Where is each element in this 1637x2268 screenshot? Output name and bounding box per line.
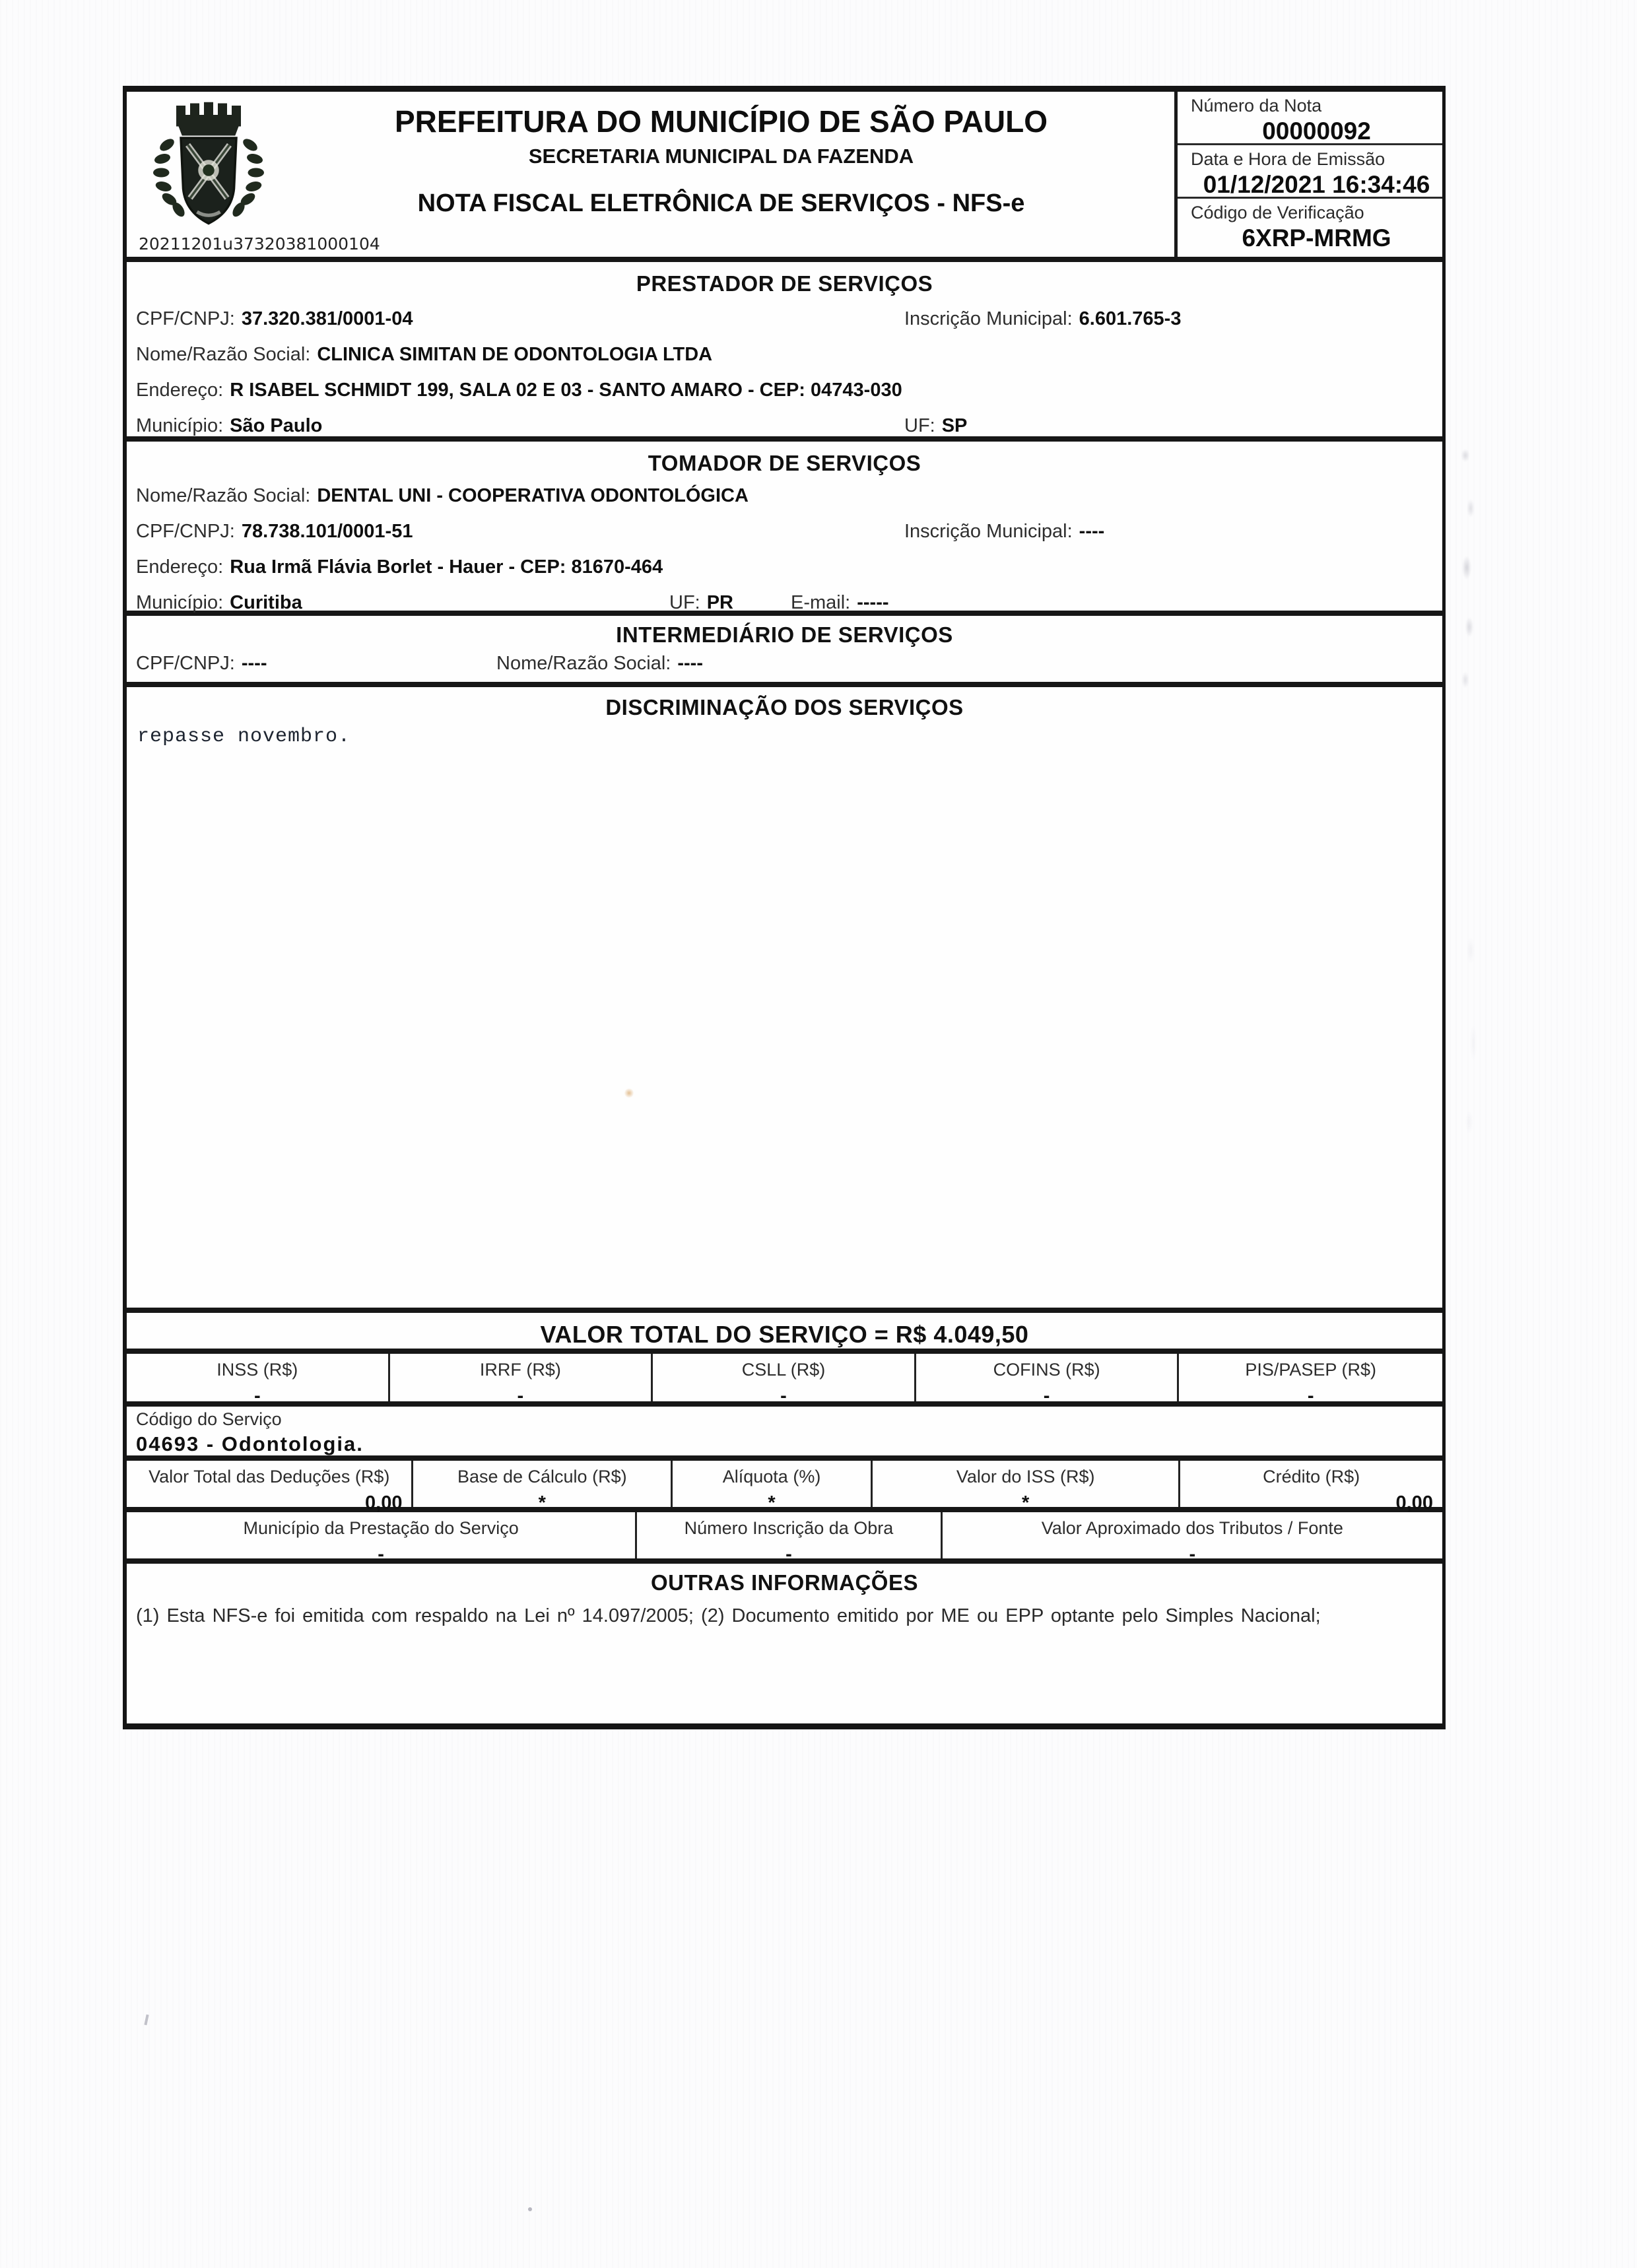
provider-name-row [136, 344, 1436, 372]
note-number-label: Número da Nota [1191, 96, 1322, 116]
tax-col-pispasep [1179, 1354, 1442, 1407]
taker-name-value: DENTAL UNI - COOPERATIVA ODONTOLÓGICA [317, 485, 749, 506]
verification-code-cell [1178, 199, 1442, 252]
location-value: - [785, 1544, 792, 1565]
location-value: - [1189, 1544, 1196, 1565]
deductions-header: Base de Cálculo (R$) [457, 1467, 627, 1486]
other-information-text: (1) Esta NFS-e foi emitida com respaldo na Lei nº 14.097/2005; (2) Documento emitido por ME ou EPP optante pelo Simples Nacional; [136, 1605, 1321, 1626]
location-value: - [378, 1544, 384, 1565]
taker-city-label: Município: [136, 592, 224, 613]
tax-header: INSS (R$) [217, 1360, 298, 1380]
header-titles [272, 92, 1170, 218]
deductions-value: * [538, 1492, 546, 1514]
header [127, 92, 1442, 262]
tax-col-cofins [916, 1354, 1180, 1407]
city-hall-title: PREFEITURA DO MUNICÍPIO DE SÃO PAULO [394, 104, 1048, 139]
intermediary-row [136, 653, 1436, 681]
intermediary-cnpj-label: CPF/CNPJ: [136, 653, 235, 674]
deductions-value: 0,00 [365, 1492, 403, 1514]
scan-artifact [528, 2207, 532, 2211]
location-header: Valor Aproximado dos Tributos / Fonte [1041, 1518, 1343, 1538]
taker-city-value: Curitiba [230, 592, 302, 613]
other-information-title: OUTRAS INFORMAÇÕES [651, 1570, 918, 1595]
taker-cnpj-value: 78.738.101/0001-51 [241, 521, 413, 542]
service-code-value: 04693 - Odontologia. [136, 1432, 364, 1455]
provider-cnpj-value: 37.320.381/0001-04 [241, 308, 413, 329]
location-header: Número Inscrição da Obra [684, 1518, 894, 1538]
service-description-title: DISCRIMINAÇÃO DOS SERVIÇOS [605, 695, 964, 719]
provider-cnpj-label: CPF/CNPJ: [136, 308, 235, 329]
provider-city-value: São Paulo [230, 415, 323, 436]
taker-cnpj-label: CPF/CNPJ: [136, 521, 235, 542]
provider-address-row [136, 380, 1436, 407]
service-provider-title: PRESTADOR DE SERVIÇOS [636, 271, 933, 296]
service-code-section [127, 1407, 1442, 1461]
service-provider-section [127, 262, 1442, 442]
emission-datetime-value: 01/12/2021 16:34:46 [1203, 171, 1430, 198]
deductions-header: Alíquota (%) [722, 1467, 821, 1486]
service-intermediary-section [127, 616, 1442, 687]
verification-code-value: 6XRP-MRMG [1242, 224, 1391, 251]
intermediary-name-value: ---- [677, 653, 703, 674]
taker-address-label: Endereço: [136, 556, 224, 578]
service-intermediary-title: INTERMEDIÁRIO DE SERVIÇOS [616, 622, 953, 647]
taker-municipal-registration-label: Inscrição Municipal: [904, 521, 1073, 542]
tax-value: - [1043, 1385, 1050, 1407]
service-description-section [127, 687, 1442, 1313]
tax-header: PIS/PASEP (R$) [1245, 1360, 1376, 1380]
tax-header: IRRF (R$) [479, 1360, 561, 1380]
location-col-tributos [943, 1512, 1442, 1565]
deductions-value: 0,00 [1395, 1492, 1433, 1514]
secretary-subtitle: SECRETARIA MUNICIPAL DA FAZENDA [528, 145, 914, 168]
note-number-value: 00000092 [1262, 117, 1371, 145]
total-value-bar [127, 1313, 1442, 1354]
deductions-header: Crédito (R$) [1263, 1467, 1360, 1486]
provider-state-label: UF: [904, 415, 935, 436]
deductions-header: Valor do ISS (R$) [956, 1467, 1095, 1486]
service-taker-section [127, 442, 1442, 616]
note-info-box [1174, 92, 1442, 257]
scan-batch-code: 20211201u37320381000104 [139, 234, 380, 253]
invoice-document [123, 86, 1446, 1729]
provider-address-value: R ISABEL SCHMIDT 199, SALA 02 E 03 - SANTO AMARO - CEP: 04743-030 [230, 380, 902, 401]
tax-value: - [1307, 1385, 1314, 1407]
service-code-label: Código do Serviço [136, 1409, 282, 1429]
verification-code-label: Código de Verificação [1191, 203, 1364, 222]
deductions-header: Valor Total das Deduções (R$) [149, 1467, 390, 1486]
intermediary-name-label: Nome/Razão Social: [496, 653, 671, 674]
tax-value: - [780, 1385, 787, 1407]
total-value-text: VALOR TOTAL DO SERVIÇO = R$ 4.049,50 [540, 1321, 1029, 1348]
provider-municipal-registration-label: Inscrição Municipal: [904, 308, 1073, 329]
provider-cnpj-row [136, 308, 1436, 336]
taker-name-row [136, 485, 1436, 513]
provider-name-value: CLINICA SIMITAN DE ODONTOLOGIA LTDA [317, 344, 713, 365]
scan-artifact [1463, 911, 1483, 1162]
location-header: Município da Prestação do Serviço [243, 1518, 519, 1538]
provider-city-row [136, 415, 1436, 443]
deductions-table [127, 1461, 1442, 1512]
tax-col-inss [127, 1354, 390, 1407]
tax-header: COFINS (R$) [993, 1360, 1100, 1380]
document-title: NOTA FISCAL ELETRÔNICA DE SERVIÇOS - NFS-e [417, 189, 1025, 217]
taker-email-label: E-mail: [791, 592, 851, 613]
tax-header: CSLL (R$) [741, 1360, 826, 1380]
deductions-col-aliquota [673, 1461, 873, 1514]
taker-state-label: UF: [669, 592, 700, 613]
taker-municipal-registration-value: ---- [1079, 521, 1105, 542]
deductions-col-total [127, 1461, 413, 1514]
deductions-col-credito [1180, 1461, 1442, 1514]
deductions-value: * [768, 1492, 776, 1514]
other-information-section [127, 1564, 1442, 1723]
deductions-value: * [1022, 1492, 1030, 1514]
federal-tax-table [127, 1354, 1442, 1407]
tax-value: - [517, 1385, 524, 1407]
scan-artifact [1457, 429, 1488, 713]
tax-col-csll [653, 1354, 916, 1407]
note-number-cell [1178, 92, 1442, 145]
provider-name-label: Nome/Razão Social: [136, 344, 311, 365]
deductions-col-base [413, 1461, 673, 1514]
provider-city-label: Município: [136, 415, 224, 436]
taker-address-row [136, 556, 1436, 584]
taker-email-value: ----- [857, 592, 889, 613]
provider-municipal-registration-value: 6.601.765-3 [1079, 308, 1182, 329]
provider-state-value: SP [941, 415, 968, 436]
taker-name-label: Nome/Razão Social: [136, 485, 311, 506]
emission-datetime-label: Data e Hora de Emissão [1191, 149, 1386, 169]
location-col-obra [637, 1512, 942, 1565]
emission-datetime-cell [1178, 145, 1442, 199]
taker-state-value: PR [706, 592, 734, 613]
service-taker-title: TOMADOR DE SERVIÇOS [648, 451, 921, 475]
tax-col-irrf [390, 1354, 653, 1407]
taker-cnpj-row [136, 521, 1436, 549]
location-col-municipio [127, 1512, 637, 1565]
provider-address-label: Endereço: [136, 380, 224, 401]
service-location-table [127, 1512, 1442, 1564]
sao-paulo-coat-of-arms-logo [150, 101, 267, 230]
deductions-col-iss [873, 1461, 1180, 1514]
service-description-text: repasse novembro. [137, 725, 351, 748]
intermediary-cnpj-value: ---- [241, 653, 267, 674]
tax-value: - [253, 1385, 261, 1407]
taker-address-value: Rua Irmã Flávia Borlet - Hauer - CEP: 81670-464 [230, 556, 663, 578]
scan-artifact [144, 2015, 149, 2025]
